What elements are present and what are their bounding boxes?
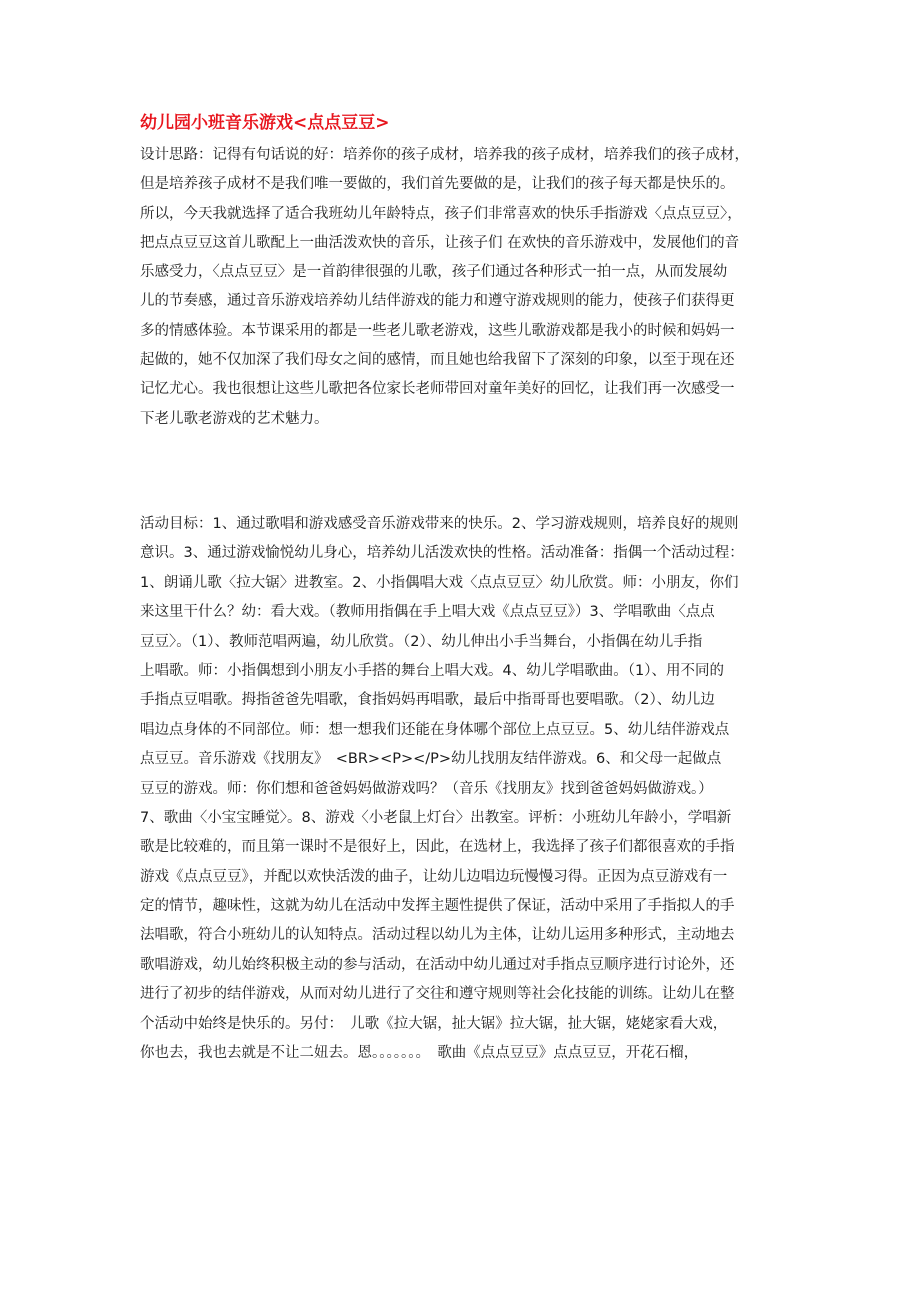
text-line: 1、朗诵儿歌〈拉大锯〉进教室。2、小指偶唱大戏〈点点豆豆〉幼儿欣赏。师：小朋友，你们 bbox=[140, 574, 739, 591]
text-line: 下老儿歌老游戏的艺术魅力。 bbox=[140, 410, 329, 427]
text-line: 豆豆的游戏。师：你们想和爸爸妈妈做游戏吗？（音乐《找朋友》找到爸爸妈妈做游戏。） bbox=[140, 780, 713, 797]
text-line: 活动目标：1、通过歌唱和游戏感受音乐游戏带来的快乐。2、学习游戏规则，培养良好的规则 bbox=[140, 516, 739, 532]
text-line: 来这里干什么？幼：看大戏。（教师用指偶在手上唱大戏《点点豆豆》）3、学唱歌曲〈点点 bbox=[140, 604, 715, 621]
text-line: 意识。3、通过游戏愉悦幼儿身心，培养幼儿活泼欢快的性格。活动准备：指偶一个活动过程： bbox=[140, 545, 744, 562]
text-line: 唱边点身体的不同部位。师：想一想我们还能在身体哪个部位上点豆豆。5、幼儿结伴游戏点 bbox=[140, 721, 730, 738]
text-line: 豆豆〉。（1）、教师范唱两遍，幼儿欣赏。（2）、幼儿伸出小手当舞台，小指偶在幼儿手指 bbox=[140, 633, 703, 650]
text-line: 定的情节，趣味性，这就为幼儿在活动中发挥主题性提供了保证，活动中采用了手指拟人的手 bbox=[140, 898, 735, 915]
text-line: 设计思路：记得有句话说的好：培养你的孩子成材，培养我的孩子成材，培养我们的孩子成材， bbox=[140, 147, 749, 163]
text-line: 进行了初步的结伴游戏，从而对幼儿进行了交往和遵守规则等社会化技能的训练。让幼儿在整 bbox=[140, 986, 735, 1003]
text-line: 记忆尤心。我也很想让这些儿歌把各位家长老师带回对童年美好的回忆，让我们再一次感受一 bbox=[140, 381, 735, 398]
text-line: 游戏《点点豆豆》，并配以欢快活泼的曲子，让幼儿边唱边玩慢慢习得。正因为点豆游戏有一 bbox=[140, 868, 728, 885]
text-line: 7、歌曲〈小宝宝睡觉〉。8、游戏〈小老鼠上灯台〉出教室。评析：小班幼儿年龄小，学唱新 bbox=[140, 809, 732, 826]
design-rationale-paragraph bbox=[140, 141, 785, 434]
text-line: 多的情感体验。本节课采用的都是一些老儿歌老游戏，这些儿歌游戏都是我小的时候和妈妈一 bbox=[140, 322, 735, 339]
text-line: 法唱歌，符合小班幼儿的认知特点。活动过程以幼儿为主体，让幼儿运用多种形式，主动地去 bbox=[140, 927, 735, 944]
text-line: 上唱歌。师：小指偶想到小朋友小手搭的舞台上唱大戏。4、幼儿学唱歌曲。（1）、用不同的 bbox=[140, 662, 724, 679]
text-line: 歌唱游戏，幼儿始终积极主动的参与活动，在活动中幼儿通过对手指点豆顺序进行讨论外，还 bbox=[140, 956, 735, 973]
activity-paragraph bbox=[140, 510, 785, 1068]
text-line: 但是培养孩子成材不是我们唯一要做的，我们首先要做的是，让我们的孩子每天都是快乐的。 bbox=[140, 176, 735, 193]
text-line: 乐感受力，〈点点豆豆〉是一首韵律很强的儿歌，孩子们通过各种形式一拍一点，从而发展幼 bbox=[140, 264, 728, 281]
text-line: 起做的，她不仅加深了我们母女之间的感情，而且她也给我留下了深刻的印象，以至于现在还 bbox=[140, 352, 735, 369]
text-line: 个活动中始终是快乐的。另付： 儿歌《拉大锯，扯大锯》拉大锯，扯大锯，姥姥家看大戏， bbox=[140, 1015, 728, 1032]
text-line: 手指点豆唱歌。拇指爸爸先唱歌，食指妈妈再唱歌，最后中指哥哥也要唱歌。（2）、幼儿边 bbox=[140, 692, 715, 709]
text-line: 你也去，我也去就是不让二妞去。恩。。。。。。。 歌曲《点点豆豆》点点豆豆，开花石榴， bbox=[140, 1045, 699, 1062]
text-line: 点豆豆。音乐游戏《找朋友》 <BR><P></P>幼儿找朋友结伴游戏。6、和父母一起做点 bbox=[140, 751, 722, 768]
text-line: 把点点豆豆这首儿歌配上一曲活泼欢快的音乐，让孩子们 在欢快的音乐游戏中，发展他们的音 bbox=[140, 234, 740, 251]
text-line: 所以，今天我就选择了适合我班幼儿年龄特点，孩子们非常喜欢的快乐手指游戏〈点点豆豆〉， bbox=[140, 205, 742, 222]
text-line: 歌是比较难的，而且第一课时不是很好上，因此，在选材上，我选择了孩子们都很喜欢的手指 bbox=[140, 839, 735, 856]
text-line: 儿的节奏感，通过音乐游戏培养幼儿结伴游戏的能力和遵守游戏规则的能力，使孩子们获得更 bbox=[140, 293, 735, 310]
document-title: 幼儿园小班音乐游戏<点点豆豆> bbox=[140, 113, 390, 133]
